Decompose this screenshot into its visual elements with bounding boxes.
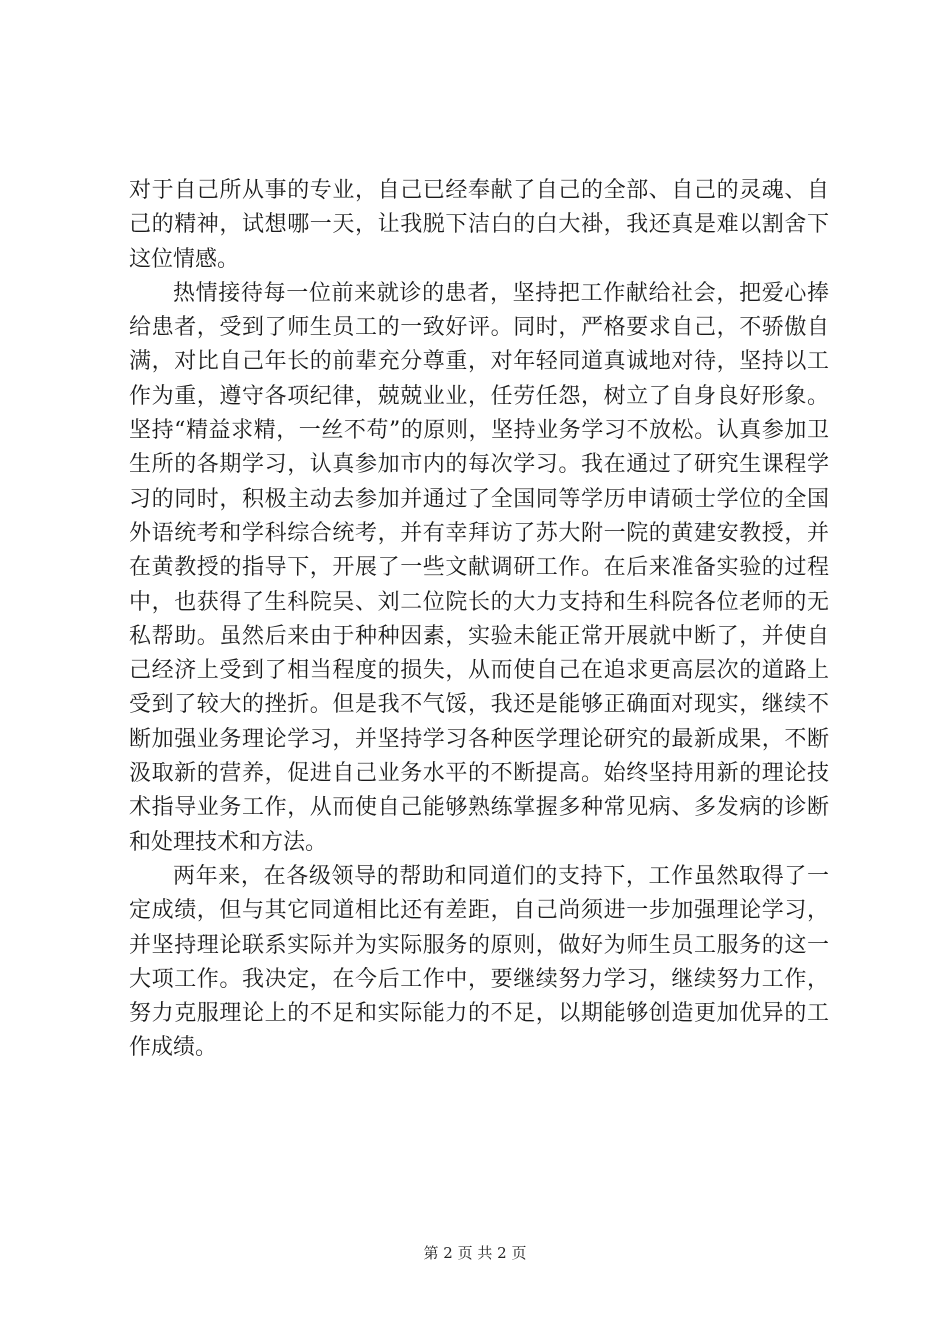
page-footer: 第 2 页 共 2 页 [423,1244,527,1262]
paragraph-1: 对于自己所从事的专业，自己已经奉献了自己的全部、自己的灵魂、自己的精神，试想哪一天，让我脱下洁白的白大褂，我还真是难以割舍下这位情感。 [129,178,829,272]
document-body [129,174,829,1066]
paragraph-3: 两年来，在各级领导的帮助和同道们的支持下，工作虽然取得了一定成绩，但与其它同道相比还有差距，自己尚须进一步加强理论学习，并坚持理论联系实际并为实际服务的原则，做好为师生员工服务的这一大项工作。我决定，在今后工作中，要继续努力学习，继续努力工作，努力克服理论上的不足和实际能力的不足，以期能够创造更加优异的工作成绩。 [129,863,829,1061]
paragraph-2: 热情接待每一位前来就诊的患者，坚持把工作献给社会，把爱心捧给患者，受到了师生员工的一致好评。同时，严格要求自己，不骄傲自满，对比自己年长的前辈充分尊重，对年轻同道真诚地对待，坚持以工作为重，遵守各项纪律，兢兢业业，任劳任怨，树立了自身良好形象。坚持“精益求精，一丝不苟”的原则，坚持业务学习不放松。认真参加卫生所的各期学习，认真参加市内的每次学习。我在通过了研究生课程学习的同时，积极主动去参加并通过了全国同等学历申请硕士学位的全国外语统考和学科综合统考，并有幸拜访了苏大附一院的黄建安教授，并在黄教授的指导下，开展了一些文献调研工作。在后来准备实验的过程中，也获得了生科院吴、刘二位院长的大力支持和生科院各位老师的无私帮助。虽然后来由于种种因素，实验未能正常开展就中断了，并使自己经济上受到了相当程度的损失，从而使自己在追求更高层次的道路上受到了较大的挫折。但是我不气馁，我还是能够正确面对现实，继续不断加强业务理论学习，并坚持学习各种医学理论研究的最新成果，不断汲取新的营养，促进自己业务水平的不断提高。始终坚持用新的理论技术指导业务工作，从而使自己能够熟练掌握多种常见病、多发病的诊断和处理技术和方法。 [129,280,829,855]
